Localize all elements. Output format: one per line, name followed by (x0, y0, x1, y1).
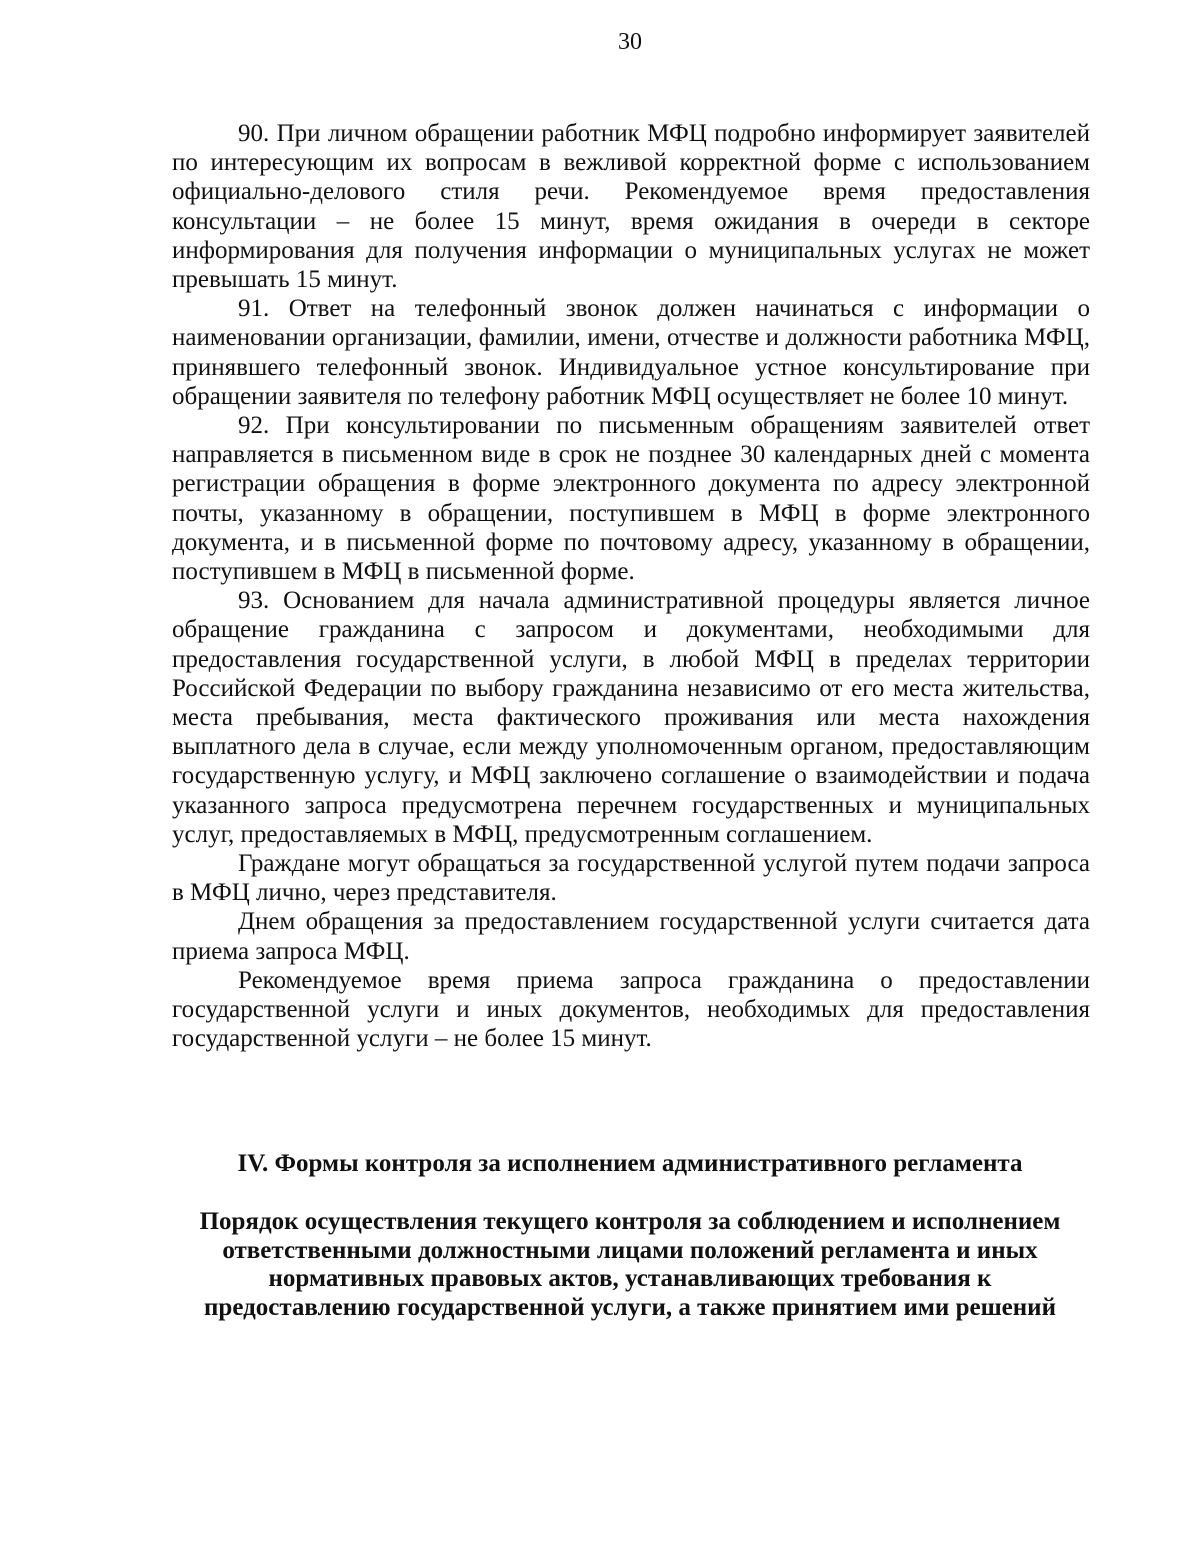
paragraph-90: 90. При личном обращении работник МФЦ подробно информирует заявителей по интересующим их вопросам в вежливой корректной форме с использованием официально-делового стиля речи. Рекомендуемое время предоставления консультации – не более 15 минут, время ожидания в очереди в секторе информирования для получения информации о муниципальных услугах не может превышать 15 минут. (172, 120, 1090, 294)
paragraph-91: 91. Ответ на телефонный звонок должен начинаться с информации о наименовании организации, фамилии, имени, отчестве и должности работника МФЦ, принявшего телефонный звонок. Индивидуальное устное консультирование при обращении заявителя по телефону работник МФЦ осуществляет не более 10 минут. (172, 295, 1090, 410)
paragraph-92: 92. При консультировании по письменным обращениям заявителей ответ направляется в письменном виде в срок не позднее 30 календарных дней с момента регистрации обращения в форме электронного документа по адресу электронной почты, указанному в обращении, поступившем в МФЦ в форме электронного документа, и в письменной форме по почтовому адресу, указанному в обращении, поступившем в МФЦ в письменной форме. (172, 412, 1090, 586)
paragraph-request-date: Днем обращения за предоставлением государственной услуги считается дата приема запроса МФЦ. (172, 908, 1090, 965)
paragraph-93: 93. Основанием для начала административной процедуры является личное обращение гражданина с запросом и документами, необходимыми для предоставления государственной услуги, в любой МФЦ в пределах территории Российской Федерации по выбору гражданина независимо от его места жительства, места пребывания, места фактического проживания или места нахождения выплатного дела в случае, если между уполномоченным органом, предоставляющим государственную услугу, и МФЦ заключено соглашение о взаимодействии и подача указанного запроса предусмотрена перечнем государственных и муниципальных услуг, предоставляемых в МФЦ, предусмотренным соглашением. (172, 587, 1090, 848)
sub-heading-line: нормативных правовых актов, устанавливающих требования к (268, 1265, 992, 1292)
page-number: 30 (618, 29, 642, 55)
sub-heading (150, 1208, 1110, 1322)
paragraph-recommended-time: Рекомендуемое время приема запроса гражданина о предоставлении государственной услуги и иных документов, необходимых для предоставления государственной услуги – не более 15 минут. (172, 966, 1090, 1053)
sub-heading-line: Порядок осуществления текущего контроля за соблюдением и исполнением (199, 1208, 1061, 1235)
sub-heading-line: предоставлению государственной услуги, а также принятием ими решений (204, 1293, 1056, 1321)
body-text (172, 119, 1090, 1054)
paragraph-citizens-request: Граждане могут обращаться за государственной услугой путем подачи запроса в МФЦ лично, через представителя. (172, 850, 1090, 907)
section-heading: IV. Формы контроля за исполнением административного регламента (237, 1150, 1023, 1177)
sub-heading-line: ответственными должностными лицами положений регламента и иных (222, 1236, 1038, 1264)
